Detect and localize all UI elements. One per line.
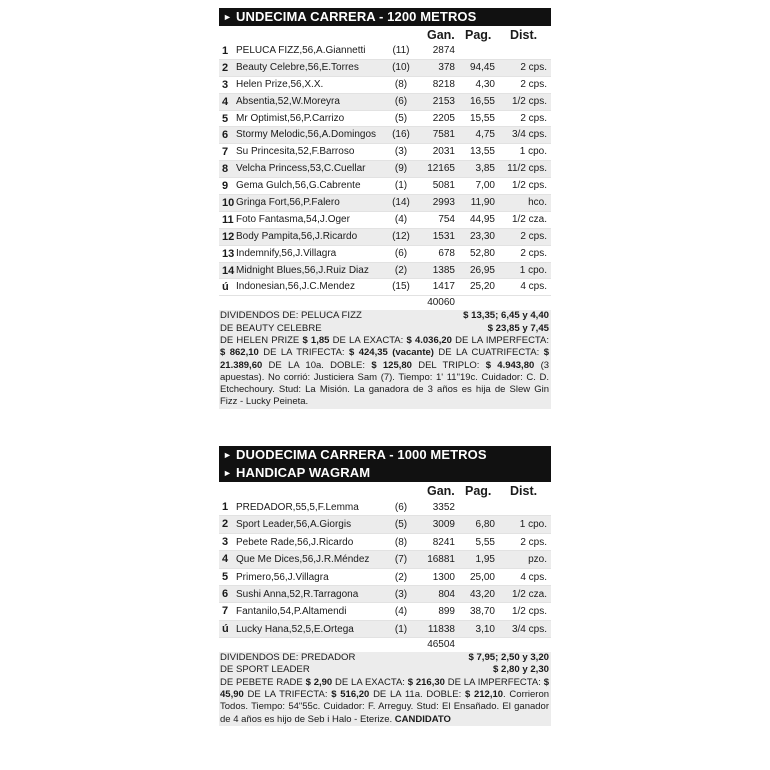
horse-name: Sport Leader,56,A.Giorgis: [236, 519, 352, 531]
payout: 25,00: [469, 571, 495, 583]
amount: $ 212,10: [464, 689, 504, 701]
triangle-right-icon: ►: [223, 468, 233, 478]
payout: 7,00: [475, 180, 495, 192]
finish-position: 12: [222, 230, 235, 243]
table-row: [219, 229, 551, 246]
race-12-subtitle: HANDICAP WAGRAM: [236, 465, 371, 480]
winnings: 12165: [427, 163, 455, 175]
finish-position: 3: [222, 78, 229, 91]
payout: 3,85: [475, 163, 495, 175]
amount: $ 125,80: [371, 359, 412, 371]
finish-position: 1: [222, 501, 229, 513]
table-row: [219, 77, 551, 94]
payout: 44,95: [469, 213, 495, 225]
amount: $ 216,30: [407, 676, 445, 688]
distance: pzo.: [528, 554, 547, 566]
race-11-header: [219, 8, 551, 26]
amount: $ 21.389,60: [220, 347, 549, 371]
distance: 2 cps.: [520, 247, 547, 259]
detail-text: DE LA TRIFECTA:: [243, 689, 332, 701]
race-11-total: 40060: [427, 297, 455, 309]
payout: 15,55: [469, 112, 495, 124]
winnings: 7581: [432, 129, 455, 141]
finish-position: 7: [222, 146, 229, 159]
distance: 2 cps.: [520, 112, 547, 124]
horse-name: PELUCA FIZZ,56,A.Giannetti: [236, 45, 366, 56]
detail-text: DE LA TRIFECTA:: [258, 347, 350, 359]
amount: $ 2,90: [305, 676, 333, 688]
winnings: 378: [438, 61, 455, 73]
horse-name: Fantanilo,54,P.Altamendi: [236, 606, 347, 618]
column-headers: [219, 482, 551, 499]
post-position: (8): [394, 78, 408, 90]
distance: 4 cps.: [520, 281, 547, 293]
post-position: (1): [394, 623, 408, 635]
distance: 1 cpo.: [519, 519, 547, 531]
finish-position: 4: [222, 553, 229, 566]
finish-position: 11: [222, 213, 234, 226]
winnings: 899: [438, 606, 455, 618]
post-position: (4): [394, 213, 408, 225]
dividend-line: DE SPORT LEADER $ 2,80 y 2,30: [220, 664, 549, 676]
column-pagos: Pag.: [465, 484, 492, 498]
column-distancia: Dist.: [510, 484, 538, 498]
table-row: [219, 178, 551, 195]
winnings: 1385: [432, 264, 455, 276]
post-position: (5): [394, 112, 408, 124]
winnings: 3009: [432, 519, 455, 531]
winnings: 804: [438, 588, 455, 600]
horse-name: Primero,56,J.Villagra: [236, 571, 329, 583]
finish-position: 14: [222, 264, 235, 277]
table-row: [219, 534, 551, 551]
horse-name: Beauty Celebre,56,E.Torres: [236, 61, 359, 73]
winnings: 3352: [432, 502, 455, 513]
post-position: (10): [392, 61, 410, 73]
payout: 3,10: [475, 623, 495, 635]
horse-name: Indemnify,56,J.Villagra: [236, 247, 337, 259]
winnings: 11838: [427, 623, 455, 635]
distance: 1/2 cza.: [511, 213, 547, 225]
detail-text: DE LA IMPERFECTA:: [451, 334, 550, 346]
triangle-right-icon: ►: [223, 450, 233, 460]
detail-text: DE LA 10a. DOBLE:: [262, 359, 372, 371]
amount: $ 45,90: [220, 676, 549, 701]
table-row: [219, 195, 551, 212]
payout: 25,20: [469, 281, 495, 293]
amount: $ 1,85: [302, 334, 330, 346]
winnings: 5081: [432, 180, 455, 192]
payout: 52,80: [469, 247, 495, 259]
table-row: [219, 43, 551, 60]
column-distancia: Dist.: [510, 28, 538, 42]
column-ganadores: Gan.: [427, 484, 455, 498]
payout: 1,95: [475, 554, 495, 566]
distance: 1/2 cps.: [511, 95, 547, 107]
detail-text: DE LA 11a. DOBLE:: [369, 689, 465, 701]
finish-position: 6: [222, 587, 229, 600]
race-12-dividends: [219, 652, 551, 726]
detail-text: (3 apuestas). No corrió: Justiciera Sam (7). Tiempo: 1' 11"19c. Cuidador: C. D. Etchechoury. Stud: La Misión. La ganadora de 3 años es hija de Slew Gin Fizz - Lucky Peineta.: [220, 359, 550, 408]
table-row: [219, 127, 551, 144]
column-ganadores: Gan.: [427, 28, 455, 42]
post-position: (3): [394, 146, 408, 158]
horse-name: Su Princesita,52,F.Barroso: [236, 146, 355, 158]
race-11-title: UNDECIMA CARRERA - 1200 METROS: [236, 9, 477, 24]
winnings: 2205: [432, 112, 455, 124]
horse-name: Sushi Anna,52,R.Tarragona: [236, 588, 359, 600]
table-row: [219, 144, 551, 161]
table-row: [219, 586, 551, 603]
amount: $ 4.943,80: [485, 359, 535, 371]
table-row: [219, 516, 551, 533]
table-row: [219, 279, 551, 296]
distance: 1 cpo.: [519, 264, 547, 276]
horse-name: Velcha Princess,53,C.Cuellar: [236, 163, 366, 175]
payout: 16,55: [469, 95, 495, 107]
post-position: (7): [394, 554, 408, 566]
amount: $ 862,10: [220, 347, 259, 359]
winnings: 16881: [427, 554, 455, 566]
race-11-dividends: [219, 310, 551, 408]
dividend-line: DIVIDENDOS DE: PELUCA FIZZ $ 13,35; 6,45 y 4,40: [220, 310, 549, 322]
horse-name: Lucky Hana,52,5,E.Ortega: [236, 623, 354, 635]
post-position: (9): [394, 163, 408, 175]
post-position: (4): [394, 606, 408, 618]
finish-position: ú: [222, 281, 229, 294]
horse-name: Body Pampita,56,J.Ricardo: [236, 230, 358, 242]
finish-position: 9: [222, 180, 229, 193]
distance: 2 cps.: [520, 61, 547, 73]
race-12-results: [219, 446, 551, 726]
horse-name: Mr Optimist,56,P.Carrizo: [236, 112, 345, 124]
finish-position: 10: [222, 197, 235, 210]
race-12-header: [219, 446, 551, 482]
race-11-details: [219, 335, 551, 409]
distance: hco.: [528, 197, 547, 209]
post-position: (12): [392, 230, 410, 242]
finish-position: 2: [222, 61, 229, 74]
payout: 94,45: [469, 61, 495, 73]
detail-text: DE LA CUATRIFECTA:: [433, 347, 544, 359]
payout: 38,70: [469, 606, 495, 618]
race-12-total: 46504: [427, 639, 455, 651]
winnings: 1300: [432, 571, 455, 583]
distance: 4 cps.: [520, 571, 547, 583]
detail-text: DE LA IMPERFECTA:: [444, 676, 544, 688]
horse-name: Que Me Dices,56,J.R.Méndez: [236, 554, 370, 566]
horse-name: Absentia,52,W.Moreyra: [236, 95, 340, 107]
dividend-line: DE BEAUTY CELEBRE $ 23,85 y 7,45: [220, 322, 549, 334]
table-row: [219, 569, 551, 586]
post-position: (6): [394, 247, 408, 259]
finish-position: ú: [222, 622, 229, 635]
table-row: [219, 603, 551, 620]
winnings: 8241: [432, 536, 455, 548]
amount: $ 516,20: [331, 689, 370, 701]
column-pagos: Pag.: [465, 28, 492, 42]
payout: 26,95: [469, 264, 495, 276]
post-position: (11): [392, 45, 410, 56]
amount: CANDIDATO: [394, 713, 451, 725]
detail-text: . Corrieron Todos. Tiempo: 54"55c. Cuidador: F. Arreguy. Stud: El Ensañado. El ganador de 4 años es hijo de Seb i Halo - Eterize.: [220, 689, 550, 725]
horse-name: Pebete Rade,56,J.Ricardo: [236, 536, 354, 548]
finish-position: 5: [222, 112, 229, 125]
table-row: [219, 111, 551, 128]
detail-text: DE LA EXACTA:: [332, 676, 408, 688]
finish-position: 8: [222, 163, 229, 176]
column-headers: [219, 26, 551, 43]
table-row: [219, 263, 551, 280]
horse-name: Indonesian,56,J.C.Mendez: [236, 281, 355, 293]
winnings: 678: [438, 247, 455, 259]
payout: 6,80: [475, 519, 495, 531]
table-row: [219, 246, 551, 263]
detail-text: DEL TRIPLO:: [411, 359, 486, 371]
distance: 2 cps.: [520, 230, 547, 242]
winnings: 2874: [432, 45, 455, 56]
finish-position: 5: [222, 570, 229, 583]
winnings: 8218: [432, 78, 455, 90]
payout: 4,30: [475, 78, 495, 90]
payout: 4,75: [475, 129, 495, 141]
post-position: (14): [392, 197, 410, 209]
payout: 5,55: [475, 536, 495, 548]
race-12-table: [219, 499, 551, 638]
race-12-title: DUODECIMA CARRERA - 1000 METROS: [236, 447, 487, 462]
detail-text: DE LA EXACTA:: [329, 334, 407, 346]
winnings: 2153: [432, 95, 455, 107]
table-row: [219, 94, 551, 111]
post-position: (2): [394, 571, 408, 583]
table-row: [219, 212, 551, 229]
finish-position: 4: [222, 95, 229, 108]
finish-position: 13: [222, 247, 235, 260]
triangle-right-icon: ►: [223, 12, 233, 22]
winnings: 1531: [432, 230, 455, 242]
finish-position: 6: [222, 129, 229, 142]
race-11-results: [219, 8, 551, 409]
table-row: [219, 499, 551, 516]
post-position: (6): [394, 502, 408, 513]
horse-name: Gema Gulch,56,G.Cabrente: [236, 180, 361, 192]
dividend-line: DIVIDENDOS DE: PREDADOR $ 7,95; 2,50 y 3,20: [220, 652, 549, 664]
payout: 11,90: [470, 197, 495, 209]
amount: $ 424,35 (vacante): [349, 347, 434, 359]
post-position: (2): [394, 264, 408, 276]
finish-position: 1: [222, 45, 229, 57]
post-position: (6): [394, 95, 408, 107]
table-row: [219, 60, 551, 77]
payout: 43,20: [469, 588, 495, 600]
post-position: (1): [394, 180, 408, 192]
race-11-table: [219, 43, 551, 296]
payout: 23,30: [469, 230, 495, 242]
winnings: 1417: [432, 281, 455, 293]
distance: 1/2 cza.: [511, 588, 547, 600]
post-position: (8): [394, 536, 408, 548]
amount: $ 4.036,20: [406, 334, 452, 346]
distance: 1 cpo.: [519, 146, 547, 158]
horse-name: Gringa Fort,56,P.Falero: [236, 197, 340, 209]
post-position: (15): [392, 281, 410, 293]
table-row: [219, 551, 551, 568]
distance: 3/4 cps.: [511, 623, 547, 635]
horse-name: PREDADOR,55,5,F.Lemma: [236, 502, 359, 513]
distance: 1/2 cps.: [511, 606, 547, 618]
winnings: 2031: [432, 146, 455, 158]
detail-text: DE HELEN PRIZE: [220, 334, 303, 346]
finish-position: 2: [222, 518, 229, 531]
winnings: 754: [438, 213, 455, 225]
distance: 2 cps.: [520, 536, 547, 548]
distance: 3/4 cps.: [511, 129, 547, 141]
horse-name: Stormy Melodic,56,A.Domingos: [236, 129, 377, 141]
post-position: (3): [394, 588, 408, 600]
race-12-details: [219, 677, 551, 726]
table-row: [219, 161, 551, 178]
horse-name: Midnight Blues,56,J.Ruiz Diaz: [236, 264, 369, 276]
post-position: (16): [392, 129, 410, 141]
detail-text: DE PEBETE RADE: [220, 676, 306, 688]
distance: 11/2 cps.: [507, 163, 547, 175]
finish-position: 7: [222, 605, 229, 618]
horse-name: Helen Prize,56,X.X.: [236, 78, 324, 90]
payout: 13,55: [469, 146, 495, 158]
finish-position: 3: [222, 535, 229, 548]
distance: 2 cps.: [520, 78, 547, 90]
horse-name: Foto Fantasma,54,J.Oger: [236, 213, 350, 225]
post-position: (5): [394, 519, 408, 531]
table-row: [219, 621, 551, 638]
winnings: 2993: [432, 197, 455, 209]
distance: 1/2 cps.: [511, 180, 547, 192]
